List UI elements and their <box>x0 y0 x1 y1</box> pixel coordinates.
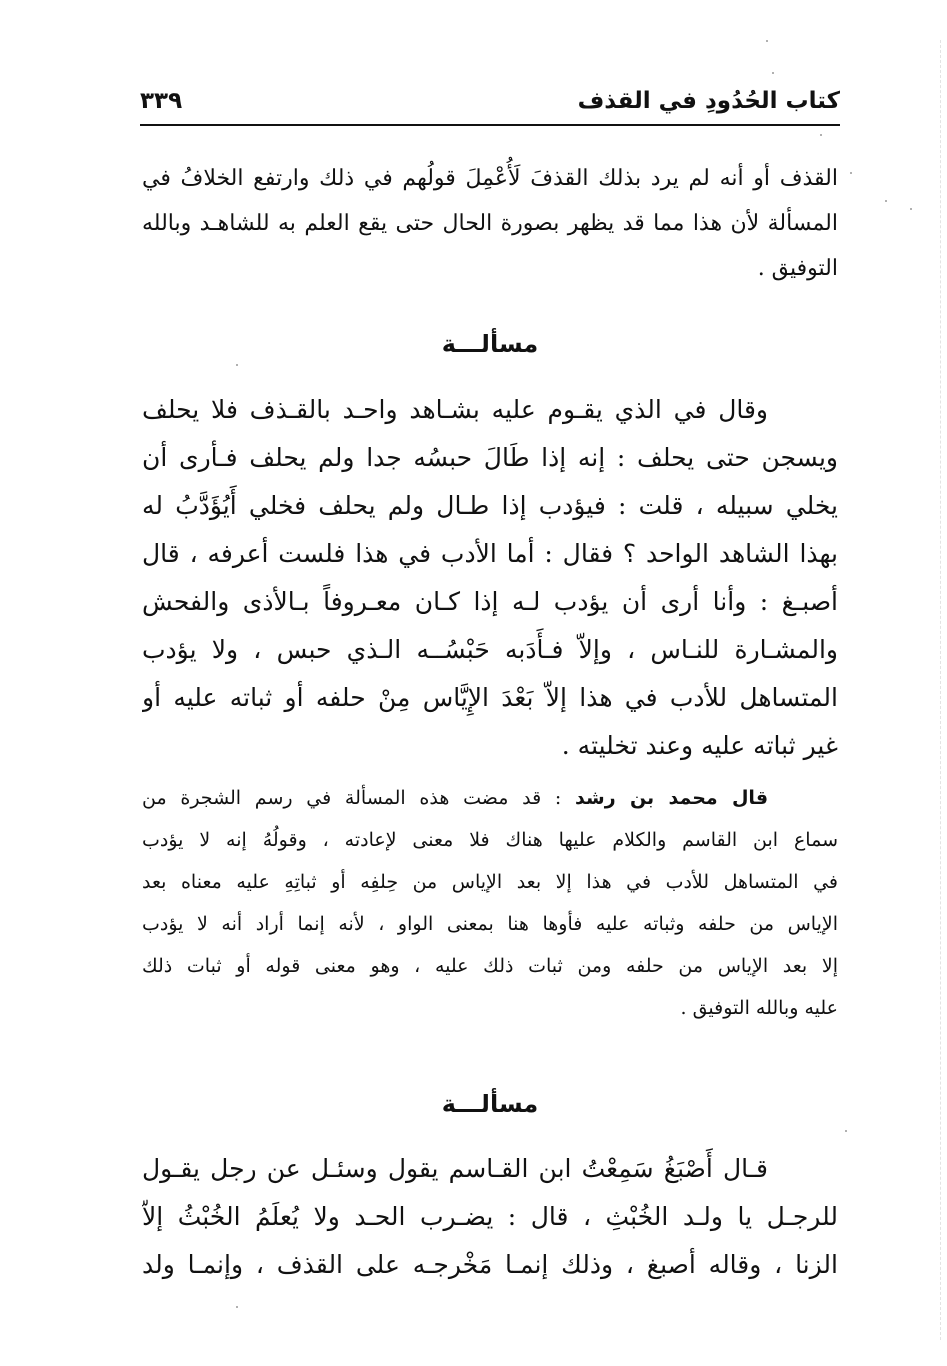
header-rule <box>140 124 840 126</box>
scan-speck <box>236 364 238 366</box>
paragraph-line: قـال أَصْبَغُ سَمِعْتُ ابن القـاسم يقول وسئـل عن رجل يقـول <box>142 1154 768 1183</box>
paragraph-line: الإياس من حلفه وثباته عليه فأوها هنا بمعنى الواو ، لأنه إنما أراد أنه لا يؤدب <box>142 913 838 935</box>
paragraph-line: عليه وبالله التوفيق . <box>680 997 838 1019</box>
paragraph-text: : قد مضت هذه المسألة في رسم الشجرة من <box>142 787 576 809</box>
paragraph-line: أصبـغ : وأنا أرى أن يؤدب لـه إذا كـان معـروفاً بـالأذى والفحش <box>142 587 838 616</box>
paragraph-line: ويسجن حتى يحلف : إنه إذا طَالَ حبسُه جدا ولم يحلف فـأرى أن <box>142 443 838 472</box>
paragraph-line: بهذا الشاهد الواحد ؟ فقال : أما الأدب في هذا فلست أعرفه ، قال <box>142 539 838 568</box>
paragraph-line: في المتساهل للأدب في هذا إلا بعد الإياس من حِلفِه أو ثباتِهِ عليه معناه بعد <box>142 871 838 893</box>
scan-speck <box>772 72 774 74</box>
paragraph-line: سماع ابن القاسم والكلام عليها هناك فلا معنى لإعادته ، وقولُهُ إنه لا يؤدب <box>142 829 838 851</box>
paragraph-line: والمشـارة للنـاس ، وإلاّ فـأَدَبه حَبْسُــه الـذي حبس ، ولا يؤدب <box>142 635 838 664</box>
paragraph-line: يخلي سبيله ، قلت : فيؤدب إذا طـال ولم يحلف فخلي أَيُؤَدَّبُ له <box>142 491 838 520</box>
scan-speck <box>766 40 768 42</box>
section-heading: مسألـــة <box>441 1090 539 1118</box>
paragraph-line: وقال في الذي يقـوم عليه بشـاهد واحـد بالقـذف فلا يحلف <box>142 395 768 424</box>
header-title: كتاب الحُدُودِ في القذف <box>577 88 840 114</box>
paragraph-1 <box>142 156 838 291</box>
scan-speck <box>910 208 912 210</box>
paragraph-4 <box>142 1145 838 1289</box>
scan-speck <box>850 172 852 174</box>
speaker-name: قال محمد بن رشد <box>575 787 769 809</box>
scan-speck <box>845 1130 847 1132</box>
paragraph-line: التوفيق . <box>757 256 838 281</box>
scan-speck <box>820 134 822 136</box>
paragraph-first-line <box>142 777 838 819</box>
scan-speck <box>236 1306 238 1308</box>
paragraph-line: الزنا ، وقاله أصبغ ، وذلك إنمـا مَخْرجـه على القذف ، وإنمـا ولد <box>142 1250 838 1279</box>
paragraph-line: المسألة لأن هذا مما قد يظهر بصورة الحال حتى يقع العلم به للشاهـد وبالله <box>142 211 838 236</box>
paragraph-2 <box>142 386 838 770</box>
section-heading: مسألـــة <box>441 330 539 358</box>
paragraph-3 <box>142 777 838 1029</box>
scan-speck <box>885 200 887 202</box>
paragraph-line: القذف أو أنه لم يرد بذلك القذفَ لَأُعْمِلَ قولُهم في ذلك وارتفع الخلافُ في <box>142 166 838 191</box>
paragraph-line: للرجـل يا ولـد الخُبْثِ ، قال : يضـرب الحـد ولا يُعلَمُ الخُبْثُ إلاّ <box>142 1202 838 1231</box>
page-edge-line <box>940 40 941 1340</box>
paragraph-line: غير ثباته عليه وعند تخليته . <box>561 731 838 760</box>
paragraph-line: إلا بعد الإياس من حلفه ومن ثبات ذلك عليه ، وهو معنى قوله أو ثبات ذلك <box>142 955 838 977</box>
running-header <box>140 84 840 124</box>
paragraph-line: المتساهل للأدب في هذا إلاّ بَعْدَ الإِيَّاس مِنْ حلفه أو ثباته عليه أو <box>142 683 838 712</box>
page-number: ٣٣٩ <box>140 88 183 114</box>
